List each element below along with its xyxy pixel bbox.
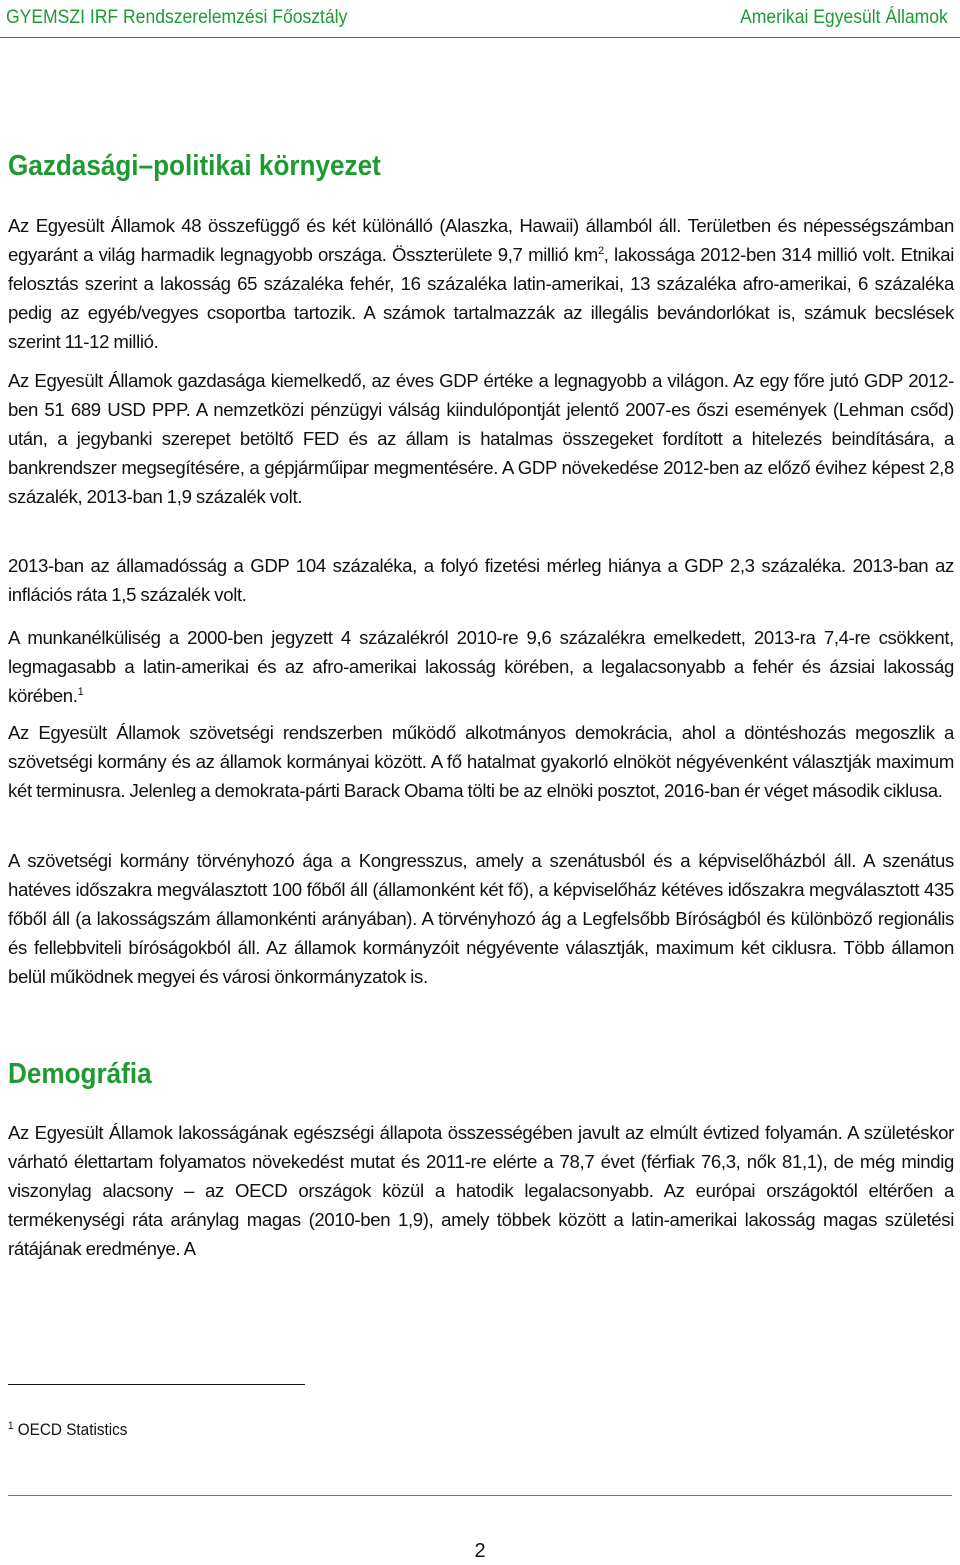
- footer-divider: [8, 1495, 952, 1496]
- header-country: Amerikai Egyesült Államok: [740, 6, 948, 28]
- footnote: [8, 1420, 127, 1440]
- paragraph-demography: Az Egyesült Államok lakosságának egészségi állapota összességében javult az elmúlt évtized folyamán. A születéskor várható élettartam folyamatos növekedést mutat és 2011-re elérte a 78,7 évet (férfiak 76,3, nők 81,1), de még mindig viszonylag alacsony – az OECD országok közül a hatodik legalacsonyabb. Az európai országoktól eltérően a termékenységi ráta aránylag magas (2010-ben 1,9), amely többek között a latin-amerikai lakosság magas születési rátájának eredménye. A: [8, 1122, 954, 1259]
- footnote-text: OECD Statistics: [17, 1420, 128, 1439]
- paragraph-unemployment-text: A munkanélküliség a 2000-ben jegyzett 4 százalékról 2010-re 9,6 százalékra emelkedett, 2013-ra 7,4-re csökkent, legmagasabb a latin-amerikai és az afro-amerikai lakosság körében, a legalacsonyabb a fehér és ázsiai lakosság körében.: [8, 627, 954, 706]
- paragraph-overview: [8, 211, 954, 356]
- paragraph-economy: Az Egyesült Államok gazdasága kiemelkedő, az éves GDP értéke a legnagyobb a világon. Az egy főre jutó GDP 2012-ben 51 689 USD PPP. A nemzetközi pénzügyi válság kiindulópontját jelentő 2007-es őszi események (Lehman csőd) után, a jegybanki szerepet betöltő FED és az állam is hatalmas összegeket fordított a hitelezés beindítására, a bankrendszer megsegítésére, a gépjárműipar megmentésére. A GDP növekedése 2012-ben az előző évihez képest 2,8 százalék, 2013-ban 1,9 százalék volt.: [8, 370, 954, 507]
- paragraph-government: Az Egyesült Államok szövetségi rendszerben működő alkotmányos demokrácia, ahol a döntéshozás megoszlik a szövetségi kormány és az államok kormányai között. A fő hatalmat gyakorló elnököt négyévenként választják maximum két terminusra. Jelenleg a demokrata-párti Barack Obama tölti be az elnöki posztot, 2016-ban ér véget második ciklusa.: [8, 722, 954, 801]
- superscript-squared: 2: [597, 245, 604, 257]
- footnote-number: 1: [8, 1420, 14, 1432]
- paragraph-overview-part2: , lakossága 2012-ben 314 millió volt. Etnikai felosztás szerint a lakosság 65 százaléka fehér, 16 százaléka latin-amerikai, 13 százaléka afro-amerikai, 6 százaléka pedig az egyéb/vegyes csoportba tartozik. A számok tartalmazzák az illegális bevándorlókat is, számuk becslések szerint 11-12 millió.: [8, 244, 954, 352]
- paragraph-overview-part1: Az Egyesült Államok 48 összefüggő és két különálló (Alaszka, Hawaii) államból áll. Területben és népességszámban egyaránt a világ harmadik legnagyobb országa. Összterülete 9,7 millió km: [8, 215, 954, 265]
- paragraph-legislature: A szövetségi kormány törvényhozó ága a Kongresszus, amely a szenátusból és a képviselőházból áll. A szenátus hatéves időszakra megválasztott 100 főből áll (államonként két fő), a képviselőház kétéves időszakra megválasztott 435 főből áll (a lakosságszám államonkénti arányában). A törvényhozó ág a Legfelsőbb Bíróságból és különböző regionális és fellebbviteli bíróságokból áll. Az államok kormányzóit négyévente választják, maximum két ciklusra. Több államon belül működnek megyei és városi önkormányzatok is.: [8, 850, 954, 987]
- section-title-demography: Demográfia: [8, 1058, 152, 1090]
- paragraph-unemployment: [8, 623, 954, 710]
- paragraph-debt: 2013-ban az államadósság a GDP 104 százaléka, a folyó fizetési mérleg hiánya a GDP 2,3 százaléka. 2013-ban az inflációs ráta 1,5 százalék volt.: [8, 555, 954, 605]
- footnote-divider: [8, 1384, 305, 1385]
- header-org: GYEMSZI IRF Rendszerelemzési Főosztály: [6, 6, 348, 28]
- section-title-economic: Gazdasági–politikai környezet: [8, 150, 381, 182]
- running-header: [0, 0, 960, 38]
- footnote-reference: 1: [77, 686, 84, 698]
- page-number: 2: [474, 1540, 486, 1562]
